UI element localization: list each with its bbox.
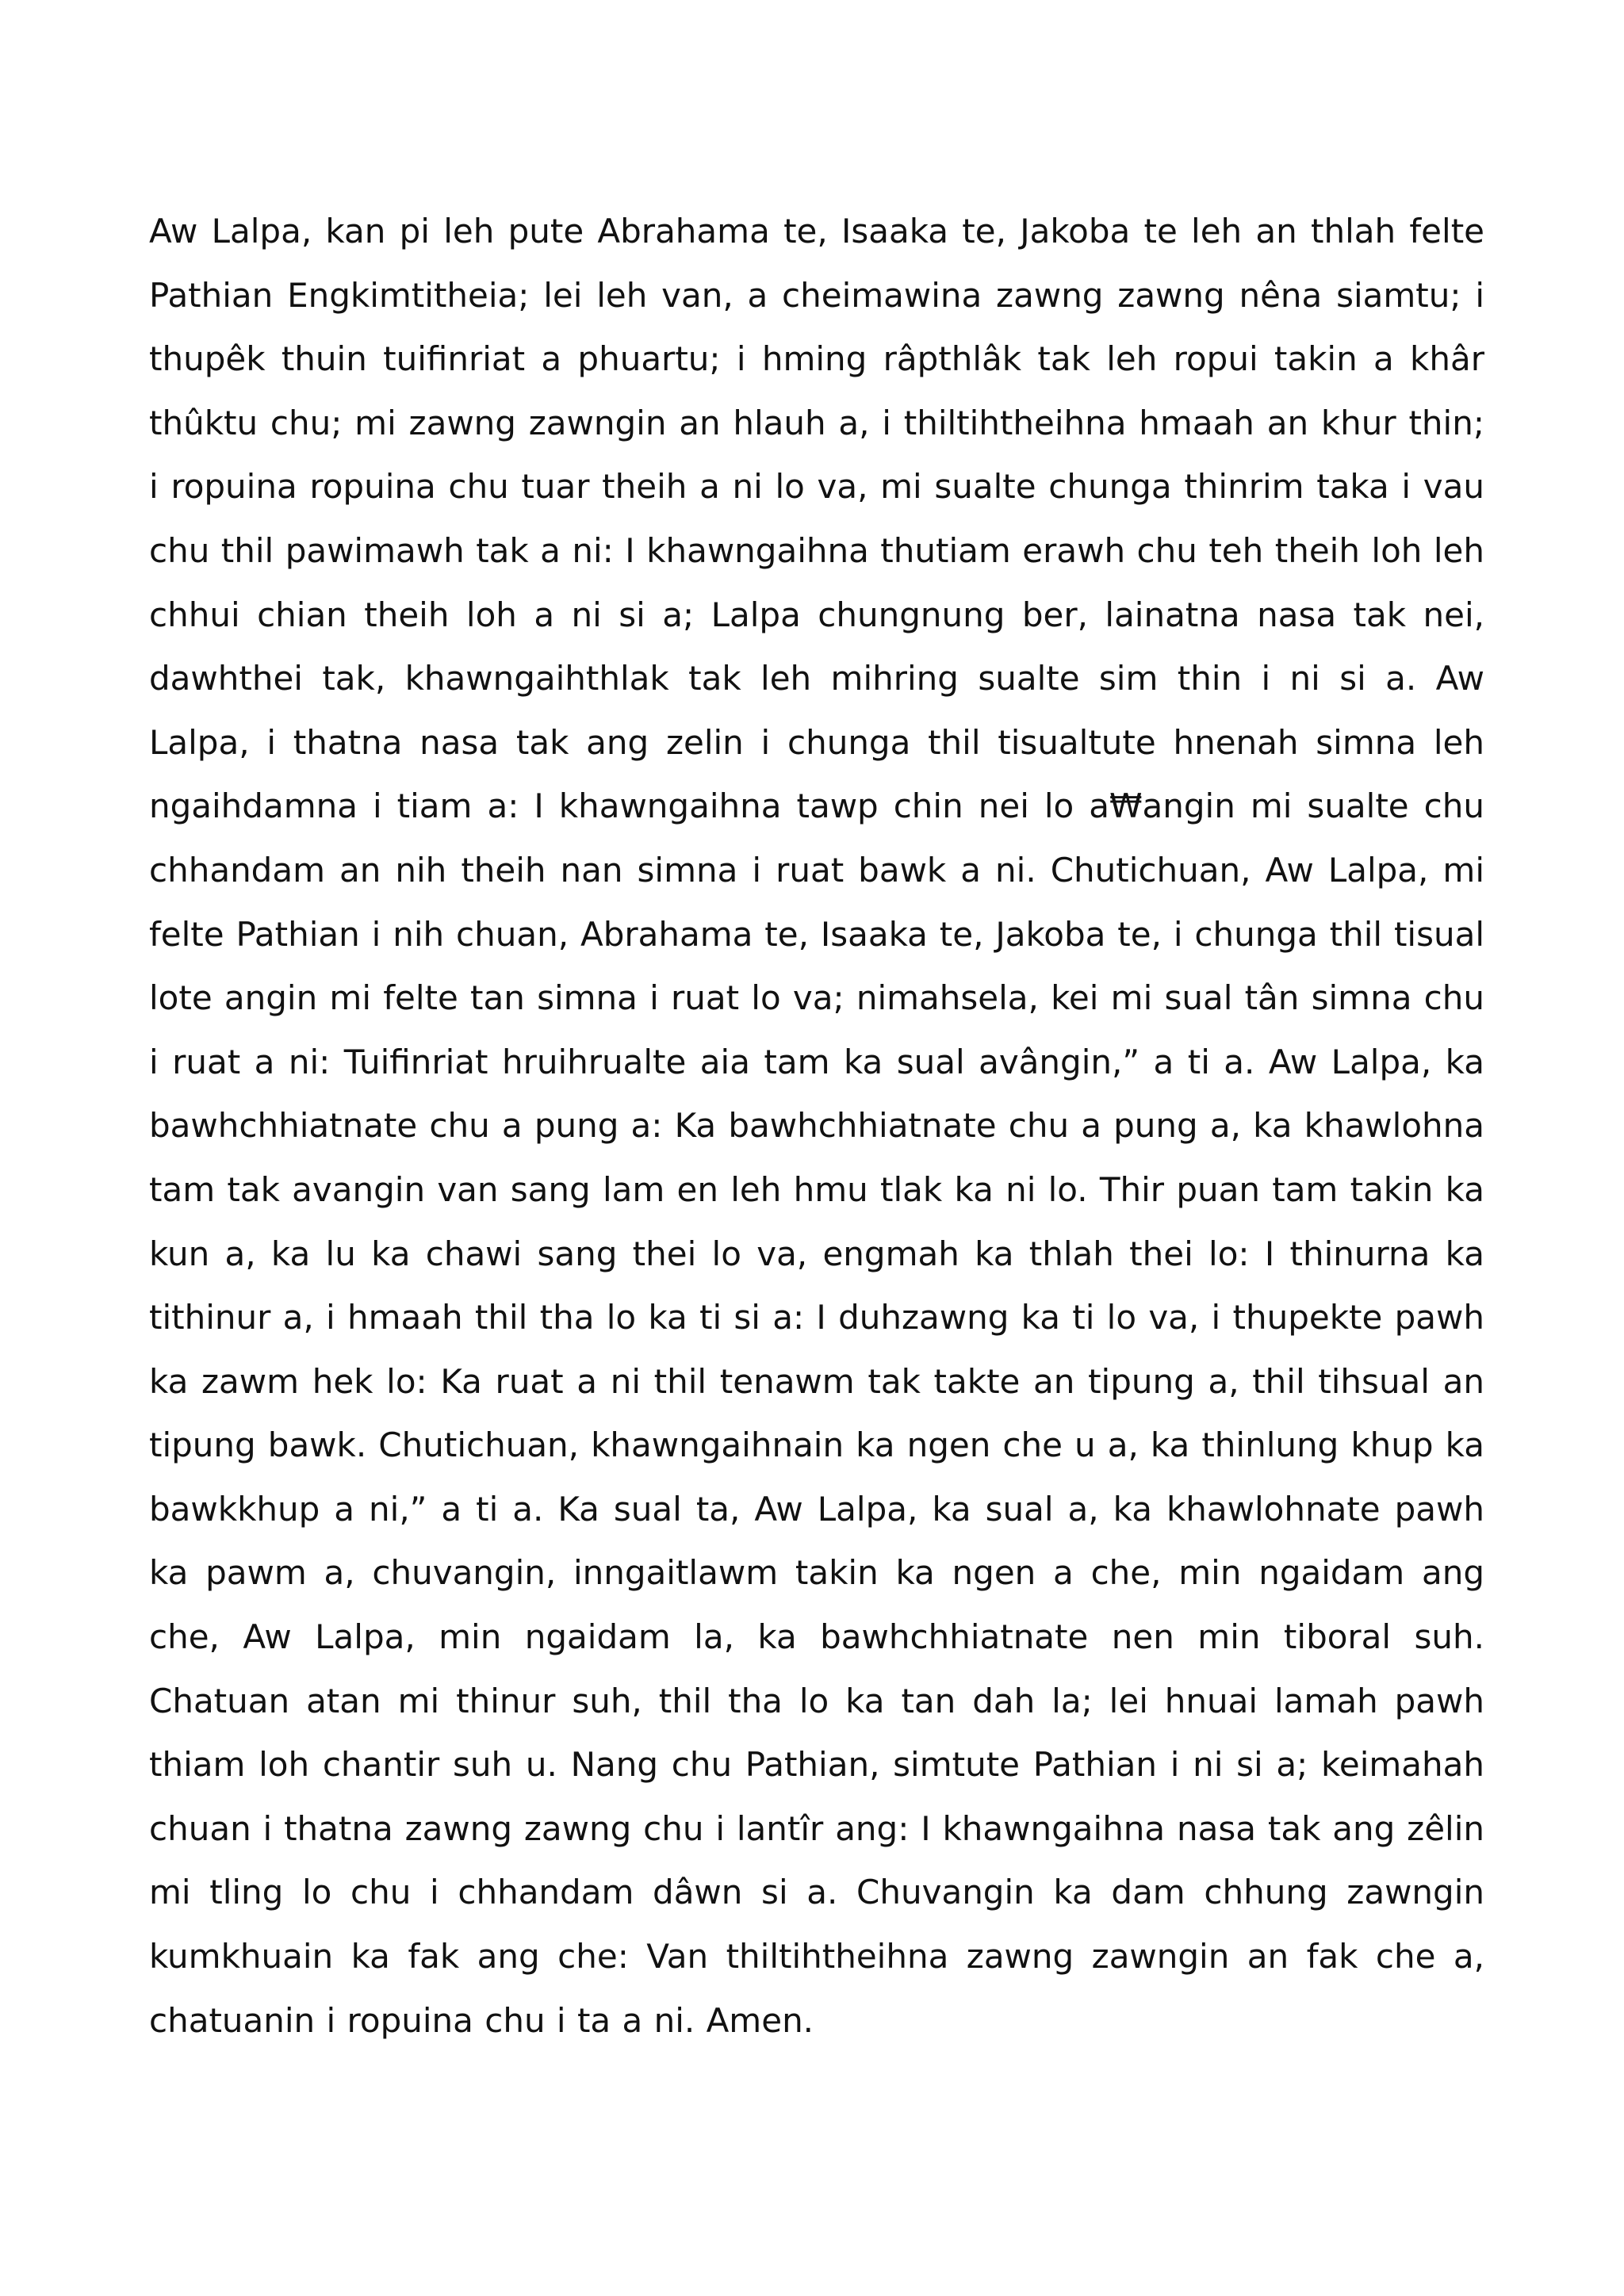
prayer-paragraph: Aw Lalpa, kan pi leh pute Abrahama te, Isaaka te, Jakoba te leh an thlah felte Pathian Engkimtitheia; lei leh van, a cheimawina zawng zawng nêna siamtu; i thupêk thuin tuifinriat a phuartu; i hming râpthlâk tak leh ropui takin a khâr thûktu chu; mi zawng zawngin an hlauh a, i thiltihtheihna hmaah an khur thin; i ropuina ropuina chu tuar theih a ni lo va, mi sualte chunga thinrim taka i vau chu thil pawimawh tak a ni: I khawngaihna thutiam erawh chu teh theih loh leh chhui chian theih loh a ni si a; Lalpa chungnung ber, lainatna nasa tak nei, dawhthei tak, khawngaihthlak tak leh mihring sualte sim thin i ni si a. Aw Lalpa, i thatna nasa tak ang zelin i chunga thil tisualtute hnenah simna leh ngaihdamna i tiam a: I khawngaihna tawp chin nei lo a₩angin mi sualte chu chhandam an nih theih nan simna i ruat bawk a ni. Chutichuan, Aw Lalpa, mi felte Pathian i nih chuan, Abrahama te, Isaaka te, Jakoba te, i chunga thil tisual lote angin mi felte tan simna i ruat lo va; nimahsela, kei mi sual tân simna chu i ruat a ni: Tuifinriat hruihrualte aia tam ka sual avângin,” a ti a. Aw Lalpa, ka bawhchhiatnate chu a pung a: Ka bawhchhiatnate chu a pung a, ka khawlohna tam tak avangin van sang lam en leh hmu tlak ka ni lo. Thir puan tam takin ka kun a, ka lu ka chawi sang thei lo va, engmah ka thlah thei lo: I thinurna ka tithinur a, i hmaah thil tha lo ka ti si a: I duhzawng ka ti lo va, i thupekte pawh ka zawm hek lo: Ka ruat a ni thil tenawm tak takte an tipung a, thil tihsual an tipung bawk. Chutichuan, khawngaihnain ka ngen che u a, ka thinlung khup ka bawkkhup a ni,” a ti a. Ka sual ta, Aw Lalpa, ka sual a, ka khawlohnate pawh ka pawm a, chuvangin, inngaitlawm takin ka ngen a che, min ngaidam ang che, Aw Lalpa, min ngaidam la, ka bawhchhiatnate nen min tiboral suh. Chatuan atan mi thinur suh, thil tha lo ka tan dah la; lei hnuai lamah pawh thiam loh chantir suh u. Nang chu Pathian, simtute Pathian i ni si a; keimahah chuan i thatna zawng zawng chu i lantîr ang: I khawngaihna nasa tak ang zêlin mi tling lo chu i chhandam dâwn si a. Chuvangin ka dam chhung zawngin kumkhuain ka fak ang che: Van thiltihtheihna zawng zawngin an fak che a, chatuanin i ropuina chu i ta a ni. Amen. bbox=[149, 212, 1484, 2040]
